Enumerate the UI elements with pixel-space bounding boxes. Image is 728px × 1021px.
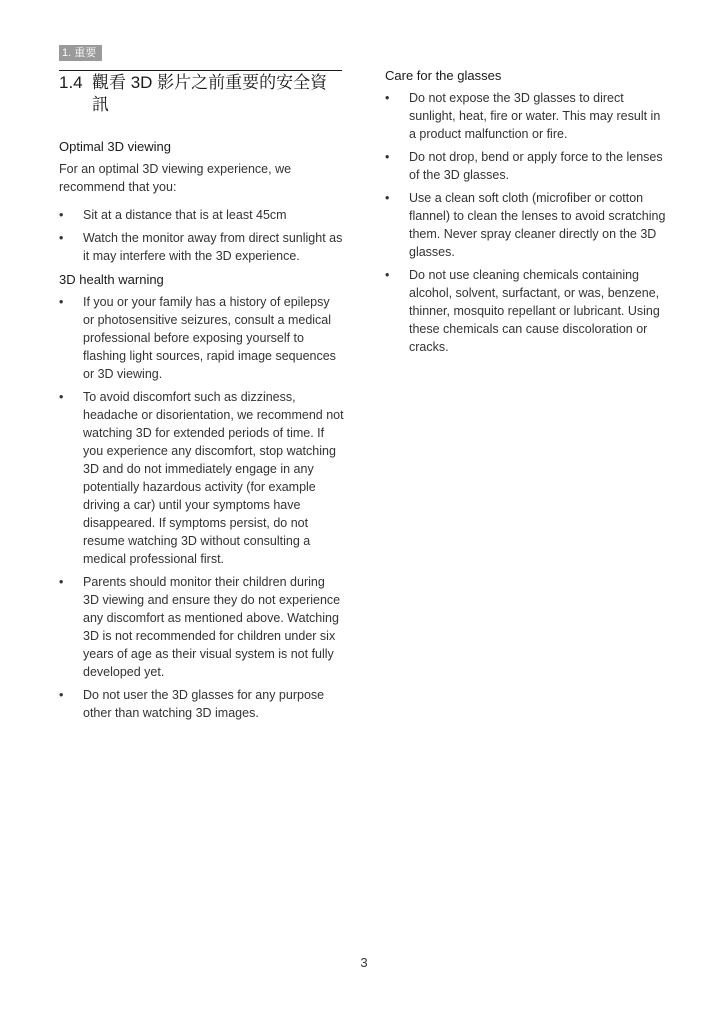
section-title (59, 72, 344, 116)
care-glasses-heading: Care for the glasses (385, 68, 502, 83)
bullet-icon: • (59, 390, 64, 404)
health-warning-list (59, 293, 344, 722)
bullet-icon: • (59, 295, 64, 309)
optimal-viewing-intro: For an optimal 3D viewing experience, we recommend that you: (59, 162, 292, 194)
bullet-icon: • (59, 575, 64, 589)
bullet-icon: • (385, 268, 390, 282)
bullet-icon: • (385, 91, 390, 105)
list-item (59, 229, 344, 265)
section-title-text: 觀看 3D 影片之前重要的安全資訊 (92, 73, 328, 114)
list-item (59, 293, 344, 383)
chapter-tab: 1. 重要 (59, 45, 102, 61)
list-item (59, 573, 344, 681)
list-item-text: If you or your family has a history of epilepsy or photosensitive seizures, consult a medical professional before exposing yourself to flashing light sources, rapid image sequences or 3D viewing. (83, 295, 336, 381)
list-item-text: Do not use cleaning chemicals containing alcohol, solvent, surfactant, or was, benzene, thinner, mosquito repellant or lubricant. Using these chemicals can cause discoloration or cracks. (409, 268, 660, 354)
list-item-text: Watch the monitor away from direct sunlight as it may interfere with the 3D experience. (83, 231, 343, 263)
list-item-text: Parents should monitor their children during 3D viewing and ensure they do not experience any discomfort as mentioned above. Watching 3D is not recommended for children under six years of age as their visual system is not fully developed yet. (83, 575, 341, 679)
right-column (385, 67, 667, 362)
list-item-text: Do not drop, bend or apply force to the lenses of the 3D glasses. (409, 150, 663, 182)
list-item (385, 189, 667, 261)
list-item (59, 206, 344, 224)
list-item (385, 266, 667, 356)
list-item-text: Use a clean soft cloth (microfiber or cotton flannel) to clean the lenses to avoid scratching them. Never spray cleaner directly on the 3D glasses. (409, 191, 666, 259)
section-divider (59, 70, 342, 71)
page-number: 3 (360, 955, 368, 970)
list-item (385, 148, 667, 184)
list-item (59, 388, 344, 568)
bullet-icon: • (385, 191, 390, 205)
list-item-text: Sit at a distance that is at least 45cm (83, 208, 287, 222)
care-glasses-list (385, 89, 667, 356)
health-warning-heading: 3D health warning (59, 272, 164, 287)
optimal-viewing-heading: Optimal 3D viewing (59, 139, 171, 154)
list-item-text: To avoid discomfort such as dizziness, headache or disorientation, we recommend not watching 3D for extended periods of time. If you experience any discomfort, stop watching 3D and do not immediately engage in any potentially hazardous activity (for example driving a car) until your symptoms have disappeared. If symptoms persist, do not resume watching 3D without consulting a medical professional first. (83, 390, 344, 566)
section-number: 1.4 (59, 73, 83, 92)
list-item (385, 89, 667, 143)
bullet-icon: • (59, 688, 64, 702)
bullet-icon: • (59, 231, 64, 245)
bullet-icon: • (385, 150, 390, 164)
list-item-text: Do not user the 3D glasses for any purpose other than watching 3D images. (83, 688, 325, 720)
bullet-icon: • (59, 208, 64, 222)
optimal-viewing-list (59, 206, 344, 265)
left-column (59, 72, 344, 728)
list-item-text: Do not expose the 3D glasses to direct sunlight, heat, fire or water. This may result in a product malfunction or fire. (409, 91, 661, 141)
list-item (59, 686, 344, 722)
